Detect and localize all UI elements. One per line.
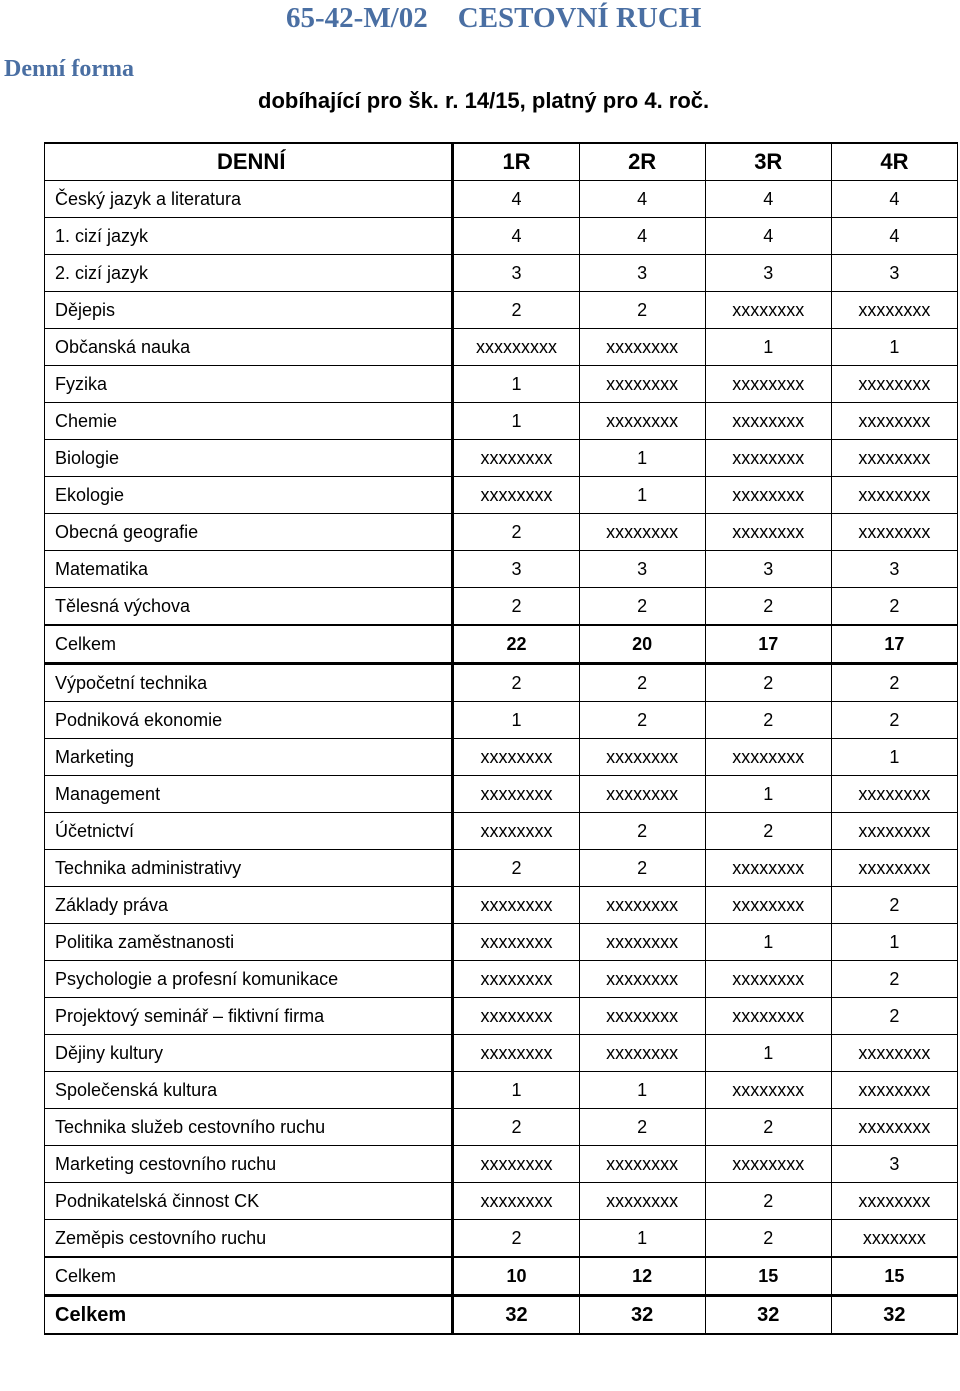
- table-row: [45, 1183, 958, 1220]
- hours-4r: xxxxxxxx: [831, 292, 957, 329]
- hours-3r: xxxxxxxx: [705, 1072, 831, 1109]
- hours-4r: 32: [831, 1296, 957, 1335]
- hours-2r: 2: [579, 664, 705, 702]
- hours-2r: xxxxxxxx: [579, 403, 705, 440]
- subject-name: Ekologie: [45, 477, 453, 514]
- subject-name: Dějiny kultury: [45, 1035, 453, 1072]
- hours-1r: xxxxxxxx: [453, 1146, 579, 1183]
- grand-total-row: [45, 1296, 958, 1335]
- hours-2r: 2: [579, 1109, 705, 1146]
- hours-2r: 2: [579, 813, 705, 850]
- hours-2r: 4: [579, 218, 705, 255]
- subject-name: Výpočetní technika: [45, 664, 453, 702]
- hours-1r: xxxxxxxx: [453, 998, 579, 1035]
- hours-4r: 3: [831, 1146, 957, 1183]
- hours-3r: 3: [705, 551, 831, 588]
- hours-1r: 2: [453, 1220, 579, 1258]
- table-row: [45, 588, 958, 626]
- hours-2r: 3: [579, 551, 705, 588]
- hours-1r: 1: [453, 702, 579, 739]
- table-row: [45, 1035, 958, 1072]
- column-header-4r: 4R: [831, 143, 957, 181]
- hours-2r: 1: [579, 1220, 705, 1258]
- hours-4r: 2: [831, 664, 957, 702]
- hours-4r: xxxxxxxx: [831, 1035, 957, 1072]
- subject-name: Podnikatelská činnost CK: [45, 1183, 453, 1220]
- hours-2r: xxxxxxxx: [579, 739, 705, 776]
- hours-1r: xxxxxxxx: [453, 1035, 579, 1072]
- table-row: [45, 924, 958, 961]
- table-row: [45, 440, 958, 477]
- table-row: [45, 998, 958, 1035]
- hours-2r: xxxxxxxx: [579, 366, 705, 403]
- hours-4r: 2: [831, 998, 957, 1035]
- hours-2r: xxxxxxxx: [579, 776, 705, 813]
- hours-3r: 4: [705, 181, 831, 218]
- table-row: [45, 403, 958, 440]
- hours-1r: xxxxxxxx: [453, 887, 579, 924]
- hours-2r: 3: [579, 255, 705, 292]
- hours-2r: xxxxxxxx: [579, 329, 705, 366]
- hours-2r: 20: [579, 625, 705, 664]
- hours-3r: 4: [705, 218, 831, 255]
- hours-4r: 1: [831, 329, 957, 366]
- program-code: 65-42-M/02: [286, 2, 428, 34]
- table-row: [45, 739, 958, 776]
- table-row: [45, 366, 958, 403]
- hours-3r: xxxxxxxx: [705, 514, 831, 551]
- hours-4r: 17: [831, 625, 957, 664]
- hours-4r: xxxxxxxx: [831, 514, 957, 551]
- hours-2r: xxxxxxxx: [579, 887, 705, 924]
- subject-name: Český jazyk a literatura: [45, 181, 453, 218]
- hours-2r: xxxxxxxx: [579, 924, 705, 961]
- hours-1r: 3: [453, 551, 579, 588]
- hours-3r: 1: [705, 924, 831, 961]
- hours-3r: xxxxxxxx: [705, 440, 831, 477]
- hours-3r: xxxxxxxx: [705, 1146, 831, 1183]
- column-header-2r: 2R: [579, 143, 705, 181]
- hours-4r: 1: [831, 739, 957, 776]
- hours-3r: 1: [705, 329, 831, 366]
- hours-3r: 2: [705, 813, 831, 850]
- hours-1r: xxxxxxxx: [453, 739, 579, 776]
- subject-name: Fyzika: [45, 366, 453, 403]
- table-row: [45, 1146, 958, 1183]
- subject-name: Marketing cestovního ruchu: [45, 1146, 453, 1183]
- hours-1r: 2: [453, 514, 579, 551]
- subject-name: Obecná geografie: [45, 514, 453, 551]
- subject-name: 1. cizí jazyk: [45, 218, 453, 255]
- hours-4r: xxxxxxxx: [831, 366, 957, 403]
- hours-4r: 2: [831, 961, 957, 998]
- table-row: [45, 292, 958, 329]
- subtotal-row-general: [45, 625, 958, 664]
- hours-2r: 2: [579, 702, 705, 739]
- hours-4r: 4: [831, 181, 957, 218]
- table-row: [45, 813, 958, 850]
- hours-1r: 3: [453, 255, 579, 292]
- study-form-label: Denní forma: [4, 56, 134, 82]
- hours-2r: 2: [579, 292, 705, 329]
- table-row: [45, 1109, 958, 1146]
- hours-3r: 15: [705, 1257, 831, 1296]
- hours-2r: xxxxxxxx: [579, 1035, 705, 1072]
- hours-1r: xxxxxxxx: [453, 440, 579, 477]
- hours-1r: 2: [453, 1109, 579, 1146]
- hours-1r: xxxxxxxx: [453, 477, 579, 514]
- hours-4r: 2: [831, 887, 957, 924]
- hours-3r: 2: [705, 1109, 831, 1146]
- hours-1r: 1: [453, 1072, 579, 1109]
- hours-3r: 2: [705, 702, 831, 739]
- subject-name: Chemie: [45, 403, 453, 440]
- hours-1r: 32: [453, 1296, 579, 1335]
- hours-2r: 2: [579, 588, 705, 626]
- hours-1r: 4: [453, 181, 579, 218]
- table-row: [45, 218, 958, 255]
- table-header-row: [45, 143, 958, 181]
- hours-3r: xxxxxxxx: [705, 739, 831, 776]
- hours-1r: 2: [453, 664, 579, 702]
- subject-name: Celkem: [45, 1257, 453, 1296]
- column-header-form: DENNÍ: [45, 143, 453, 181]
- hours-3r: xxxxxxxx: [705, 887, 831, 924]
- subject-name: Politika zaměstnanosti: [45, 924, 453, 961]
- subject-name: Základy práva: [45, 887, 453, 924]
- hours-3r: 32: [705, 1296, 831, 1335]
- hours-2r: xxxxxxxx: [579, 1183, 705, 1220]
- hours-1r: 10: [453, 1257, 579, 1296]
- subject-name: Biologie: [45, 440, 453, 477]
- hours-3r: 17: [705, 625, 831, 664]
- table-row: [45, 664, 958, 702]
- hours-3r: xxxxxxxx: [705, 477, 831, 514]
- hours-3r: 1: [705, 776, 831, 813]
- hours-4r: 15: [831, 1257, 957, 1296]
- hours-4r: xxxxxxxx: [831, 1072, 957, 1109]
- table-row: [45, 255, 958, 292]
- hours-3r: 3: [705, 255, 831, 292]
- column-header-1r: 1R: [453, 143, 579, 181]
- hours-3r: xxxxxxxx: [705, 961, 831, 998]
- subject-name: Celkem: [45, 625, 453, 664]
- hours-2r: 1: [579, 440, 705, 477]
- hours-3r: xxxxxxxx: [705, 292, 831, 329]
- subject-name: Zeměpis cestovního ruchu: [45, 1220, 453, 1258]
- hours-4r: xxxxxxxx: [831, 776, 957, 813]
- hours-3r: 2: [705, 664, 831, 702]
- hours-4r: 2: [831, 702, 957, 739]
- hours-2r: 1: [579, 477, 705, 514]
- hours-4r: xxxxxxxx: [831, 813, 957, 850]
- hours-4r: 2: [831, 588, 957, 626]
- table-row: [45, 1072, 958, 1109]
- hours-1r: xxxxxxxxx: [453, 329, 579, 366]
- hours-4r: xxxxxxxx: [831, 1183, 957, 1220]
- table-row: [45, 850, 958, 887]
- hours-3r: xxxxxxxx: [705, 998, 831, 1035]
- subject-name: Účetnictví: [45, 813, 453, 850]
- hours-3r: 2: [705, 588, 831, 626]
- table-row: [45, 1220, 958, 1258]
- hours-3r: 2: [705, 1183, 831, 1220]
- subject-name: Management: [45, 776, 453, 813]
- subject-name: Technika služeb cestovního ruchu: [45, 1109, 453, 1146]
- hours-1r: xxxxxxxx: [453, 924, 579, 961]
- table-row: [45, 477, 958, 514]
- subject-name: Matematika: [45, 551, 453, 588]
- hours-3r: xxxxxxxx: [705, 366, 831, 403]
- hours-3r: 1: [705, 1035, 831, 1072]
- subject-name: Technika administrativy: [45, 850, 453, 887]
- table-row: [45, 329, 958, 366]
- hours-3r: xxxxxxxx: [705, 403, 831, 440]
- subject-name: Celkem: [45, 1296, 453, 1335]
- hours-2r: xxxxxxxx: [579, 998, 705, 1035]
- hours-1r: xxxxxxxx: [453, 776, 579, 813]
- hours-1r: 2: [453, 850, 579, 887]
- hours-4r: 3: [831, 255, 957, 292]
- subtotal-row-professional: [45, 1257, 958, 1296]
- validity-subtitle: dobíhající pro šk. r. 14/15, platný pro 4. roč.: [258, 88, 710, 113]
- hours-2r: 12: [579, 1257, 705, 1296]
- hours-1r: 2: [453, 588, 579, 626]
- hours-2r: xxxxxxxx: [579, 1146, 705, 1183]
- hours-4r: xxxxxxxx: [831, 477, 957, 514]
- subject-name: Marketing: [45, 739, 453, 776]
- hours-4r: 4: [831, 218, 957, 255]
- hours-4r: xxxxxxx: [831, 1220, 957, 1258]
- column-header-3r: 3R: [705, 143, 831, 181]
- program-title: CESTOVNÍ RUCH: [457, 2, 702, 34]
- hours-2r: 32: [579, 1296, 705, 1335]
- table-row: [45, 887, 958, 924]
- hours-4r: xxxxxxxx: [831, 850, 957, 887]
- hours-2r: xxxxxxxx: [579, 514, 705, 551]
- hours-1r: 22: [453, 625, 579, 664]
- subject-name: 2. cizí jazyk: [45, 255, 453, 292]
- hours-4r: xxxxxxxx: [831, 1109, 957, 1146]
- document-heading: [286, 2, 701, 35]
- hours-4r: xxxxxxxx: [831, 403, 957, 440]
- subject-name: Občanská nauka: [45, 329, 453, 366]
- subject-name: Psychologie a profesní komunikace: [45, 961, 453, 998]
- hours-3r: 2: [705, 1220, 831, 1258]
- subject-name: Tělesná výchova: [45, 588, 453, 626]
- hours-2r: xxxxxxxx: [579, 961, 705, 998]
- table-row: [45, 776, 958, 813]
- subject-name: Podniková ekonomie: [45, 702, 453, 739]
- hours-1r: xxxxxxxx: [453, 961, 579, 998]
- hours-4r: 3: [831, 551, 957, 588]
- table-row: [45, 702, 958, 739]
- hours-1r: xxxxxxxx: [453, 1183, 579, 1220]
- hours-1r: 1: [453, 403, 579, 440]
- hours-1r: xxxxxxxx: [453, 813, 579, 850]
- hours-1r: 1: [453, 366, 579, 403]
- subject-name: Dějepis: [45, 292, 453, 329]
- hours-3r: xxxxxxxx: [705, 850, 831, 887]
- table-row: [45, 961, 958, 998]
- hours-2r: 2: [579, 850, 705, 887]
- hours-2r: 4: [579, 181, 705, 218]
- table-row: [45, 551, 958, 588]
- hours-1r: 2: [453, 292, 579, 329]
- curriculum-table: [44, 142, 958, 1335]
- table-row: [45, 181, 958, 218]
- hours-4r: 1: [831, 924, 957, 961]
- subject-name: Společenská kultura: [45, 1072, 453, 1109]
- table-row: [45, 514, 958, 551]
- hours-1r: 4: [453, 218, 579, 255]
- hours-2r: 1: [579, 1072, 705, 1109]
- hours-4r: xxxxxxxx: [831, 440, 957, 477]
- subject-name: Projektový seminář – fiktivní firma: [45, 998, 453, 1035]
